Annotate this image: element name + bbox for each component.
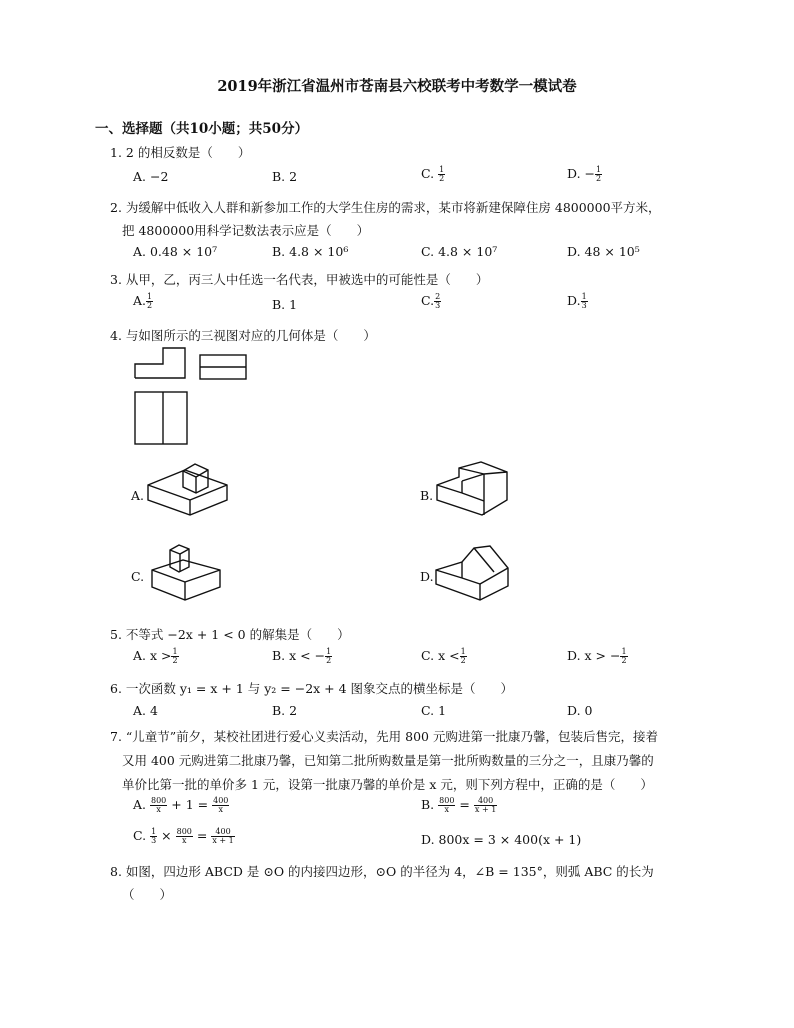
- q6-option-a: A. 4: [133, 703, 158, 718]
- question-4-stem: 4. 与如图所示的三视图对应的几何体是（ ）: [110, 328, 376, 343]
- q1-option-c: C. $\frac{1}{2}$: [421, 165, 445, 183]
- q1-option-d: D. − $\frac{1}{2}$: [567, 165, 602, 183]
- q2-option-d: D. 48 × 10⁵: [567, 244, 640, 259]
- question-7-stem-line3: 单价比第一批的单价多 1 元，设第一批康乃馨的单价是 x 元，则下列方程中，正确的是（ ）: [122, 777, 653, 792]
- q5-option-c: C. x < $\frac{1}{2}$: [421, 647, 466, 665]
- q4-option-d-label: D.: [420, 569, 434, 584]
- q7-option-b: B. $\frac{800}{x}$ = $\frac{400}{x + 1}$: [421, 796, 497, 814]
- three-view-figure: [130, 345, 250, 450]
- q3-option-c: C. $\frac{2}{3}$: [421, 292, 441, 310]
- q3-option-b: B. 1: [272, 297, 298, 312]
- q4-option-c-label: C.: [131, 569, 145, 584]
- q4-option-b-solid: [432, 460, 512, 522]
- q4-option-a-solid: [145, 460, 230, 522]
- q7-option-d: D. 800x = 3 × 400(x + 1): [421, 832, 582, 847]
- q1-option-b: B. 2: [272, 169, 298, 184]
- question-6-stem: 6. 一次函数 y₁ = x + 1 与 y₂ = −2x + 4 图象交点的横坐标是（ ）: [110, 681, 514, 696]
- question-3-stem: 3. 从甲，乙，丙三人中任选一名代表，甲被选中的可能性是（ ）: [110, 272, 489, 287]
- q3-option-d: D. $\frac{1}{3}$: [567, 292, 587, 310]
- question-2-stem-line2: 把 4800000用科学记数法表示应是（ ）: [122, 223, 370, 238]
- q2-option-a: A. 0.48 × 10⁷: [133, 244, 218, 259]
- q4-option-a-label: A.: [131, 488, 145, 503]
- section-heading: 一、选择题（共10小题；共50分）: [95, 121, 309, 137]
- q6-option-b: B. 2: [272, 703, 298, 718]
- q2-option-c: C. 4.8 × 10⁷: [421, 244, 498, 259]
- page-title: 2019年浙江省温州市苍南县六校联考中考数学一模试卷: [217, 78, 577, 95]
- question-1-stem: 1. 2 的相反数是（ ）: [110, 145, 251, 160]
- q4-option-b-label: B.: [420, 488, 434, 503]
- q4-option-d-solid: [432, 542, 512, 606]
- q4-option-c-solid: [145, 540, 225, 606]
- q2-option-b: B. 4.8 × 10⁶: [272, 244, 349, 259]
- question-5-stem: 5. 不等式 −2x + 1 < 0 的解集是（ ）: [110, 627, 350, 642]
- q6-option-d: D. 0: [567, 703, 593, 718]
- q5-option-a: A. x > $\frac{1}{2}$: [133, 647, 178, 665]
- q1-option-a: A. −2: [133, 169, 169, 184]
- question-7-stem-line1: 7. “儿童节”前夕，某校社团进行爱心义卖活动，先用 800 元购进第一批康乃馨，包装后售完，接着: [110, 729, 658, 744]
- question-8-stem: 8. 如图，四边形 ABCD 是 ⊙O 的内接四边形，⊙O 的半径为 4，∠B = 135°，则弧 ABC 的长为: [110, 864, 654, 879]
- question-7-stem-line2: 又用 400 元购进第二批康乃馨，已知第二批所购数量是第一批所购数量的三分之一，且康乃馨的: [122, 753, 654, 768]
- q3-option-a: A. $\frac{1}{2}$: [133, 292, 153, 310]
- q7-option-c: C. $\frac{1}{3}$ × $\frac{800}{x}$ = $\frac{400}{x + 1}$: [133, 827, 234, 845]
- q6-option-c: C. 1: [421, 703, 447, 718]
- question-8-blank: （ ）: [122, 887, 173, 902]
- q5-option-d: D. x > − $\frac{1}{2}$: [567, 647, 627, 665]
- q7-option-a: A. $\frac{800}{x}$ + 1 = $\frac{400}{x}$: [133, 796, 229, 814]
- question-2-stem-line1: 2. 为缓解中低收入人群和新参加工作的大学生住房的需求，某市将新建保障住房 4800000平方米，: [110, 200, 661, 215]
- q5-option-b: B. x < − $\frac{1}{2}$: [272, 647, 332, 665]
